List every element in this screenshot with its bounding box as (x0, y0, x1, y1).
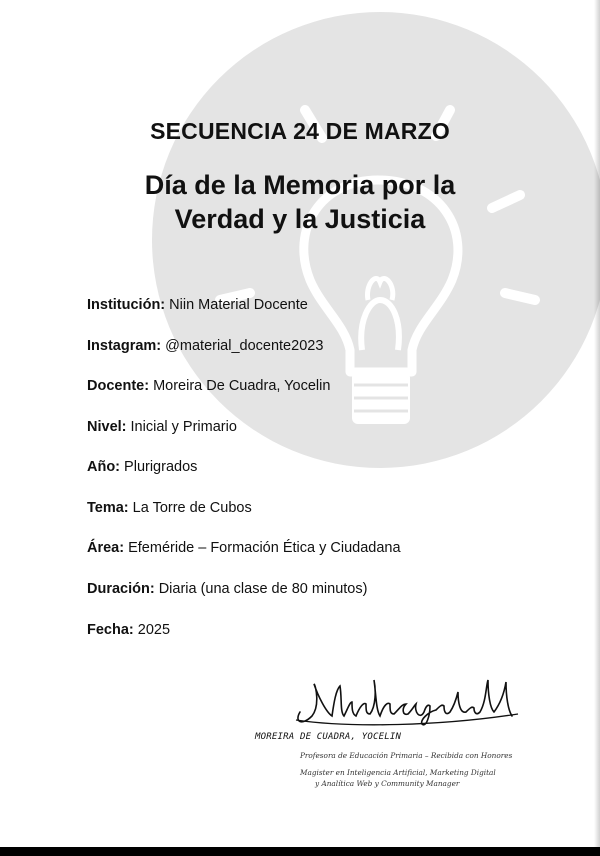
page-bottom-bar (0, 847, 600, 856)
signature-name: MOREIRA DE CUADRA, YOCELIN (255, 732, 402, 742)
signature-credential-2: Magister en Inteligencia Artificial, Marketing Digital (300, 768, 496, 777)
page-edge-shadow (594, 0, 600, 856)
document-title: SECUENCIA 24 DE MARZO (150, 118, 450, 144)
handwritten-signature-icon (290, 672, 520, 732)
field-duracion (87, 581, 367, 597)
field-docente (87, 378, 330, 394)
field-value: Plurigrados (124, 459, 198, 475)
field-label: Docente: (87, 378, 150, 394)
field-tema (87, 500, 252, 516)
field-area (87, 540, 401, 556)
field-label: Fecha: (87, 622, 134, 638)
subtitle-line-1: Día de la Memoria por la (144, 170, 456, 200)
field-value: Niin Material Docente (169, 297, 308, 313)
field-fecha (87, 622, 170, 638)
field-label: Instagram: (87, 338, 162, 354)
field-value: Diaria (una clase de 80 minutos) (158, 581, 368, 597)
signature-credential-3: y Analítica Web y Community Manager (315, 779, 460, 788)
field-value: Inicial y Primario (130, 419, 237, 435)
field-ano (87, 459, 197, 475)
field-value: Moreira De Cuadra, Yocelin (153, 378, 331, 394)
field-value: Efeméride – Formación Ética y Ciudadana (128, 540, 401, 556)
signature-block (255, 672, 555, 812)
field-value: @material_docente2023 (165, 338, 324, 354)
field-nivel (87, 419, 237, 435)
field-label: Institución: (87, 297, 166, 313)
field-value: 2025 (137, 622, 171, 638)
signature-credential-1: Profesora de Educación Primaria – Recibida con Honores (300, 751, 513, 760)
field-label: Área: (87, 540, 125, 556)
field-label: Año: (87, 459, 121, 475)
subtitle-line-2: Verdad y la Justicia (174, 204, 426, 234)
field-label: Duración: (87, 581, 155, 597)
field-label: Tema: (87, 500, 129, 516)
field-institucion (87, 297, 308, 313)
field-instagram (87, 338, 323, 354)
document-subtitle (0, 168, 600, 236)
field-value: La Torre de Cubos (132, 500, 252, 516)
field-label: Nivel: (87, 419, 127, 435)
